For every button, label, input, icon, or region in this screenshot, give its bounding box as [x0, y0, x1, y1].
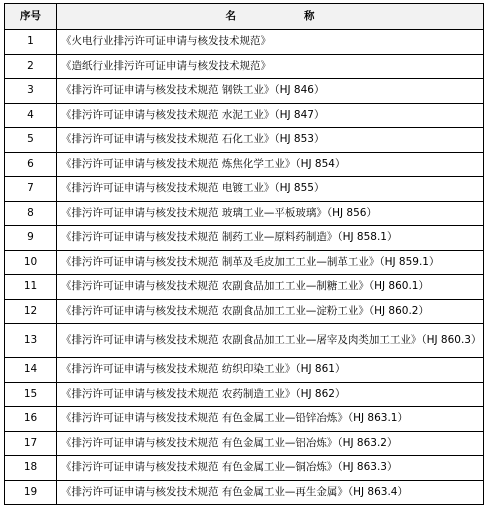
table-row: [5, 324, 484, 358]
row-number: 15: [5, 382, 57, 407]
row-number: 7: [5, 177, 57, 202]
row-standard-name: 《排污许可证申请与核发技术规范 石化工业》（HJ 853）: [57, 128, 484, 153]
table-row: [5, 456, 484, 481]
row-number: 4: [5, 103, 57, 128]
row-standard-name: 《排污许可证申请与核发技术规范 农药制造工业》（HJ 862）: [57, 382, 484, 407]
table-row: [5, 431, 484, 456]
row-standard-name: 《火电行业排污许可证申请与核发技术规范》: [57, 30, 484, 55]
row-standard-name: 《排污许可证申请与核发技术规范 水泥工业》（HJ 847）: [57, 103, 484, 128]
header-name-char-1: 名: [225, 10, 236, 22]
header-row: [5, 4, 484, 30]
table-row: [5, 79, 484, 104]
row-number: 16: [5, 407, 57, 432]
row-number: 9: [5, 226, 57, 251]
row-number: 11: [5, 275, 57, 300]
row-standard-name: 《排污许可证申请与核发技术规范 制药工业—原料药制造》（HJ 858.1）: [57, 226, 484, 251]
row-standard-name: 《排污许可证申请与核发技术规范 有色金属工业—铝冶炼》（HJ 863.2）: [57, 431, 484, 456]
table-header: [5, 4, 484, 30]
row-standard-name: 《排污许可证申请与核发技术规范 农副食品加工工业—制糖工业》（HJ 860.1）: [57, 275, 484, 300]
table-row: [5, 152, 484, 177]
row-number: 2: [5, 54, 57, 79]
row-number: 14: [5, 358, 57, 383]
table-body: [5, 30, 484, 505]
header-serial-number: 序号: [5, 4, 57, 30]
row-number: 12: [5, 299, 57, 324]
table-row: [5, 480, 484, 505]
row-standard-name: 《排污许可证申请与核发技术规范 农副食品加工工业—淀粉工业》（HJ 860.2）: [57, 299, 484, 324]
table-row: [5, 30, 484, 55]
row-standard-name: 《排污许可证申请与核发技术规范 农副食品加工工业—屠宰及肉类加工工业》（HJ 860.3）: [57, 324, 484, 358]
row-standard-name: 《排污许可证申请与核发技术规范 电镀工业》（HJ 855）: [57, 177, 484, 202]
row-number: 6: [5, 152, 57, 177]
table-row: [5, 103, 484, 128]
header-name: [57, 4, 484, 30]
row-standard-name: 《排污许可证申请与核发技术规范 制革及毛皮加工工业—制革工业》（HJ 859.1）: [57, 250, 484, 275]
row-standard-name: 《排污许可证申请与核发技术规范 钢铁工业》（HJ 846）: [57, 79, 484, 104]
row-number: 5: [5, 128, 57, 153]
row-standard-name: 《造纸行业排污许可证申请与核发技术规范》: [57, 54, 484, 79]
row-standard-name: 《排污许可证申请与核发技术规范 有色金属工业—铜冶炼》（HJ 863.3）: [57, 456, 484, 481]
row-standard-name: 《排污许可证申请与核发技术规范 纺织印染工业》（HJ 861）: [57, 358, 484, 383]
table-row: [5, 226, 484, 251]
table-row: [5, 382, 484, 407]
table-row: [5, 250, 484, 275]
table-row: [5, 407, 484, 432]
table-row: [5, 177, 484, 202]
standards-table-container: [4, 3, 484, 505]
row-number: 13: [5, 324, 57, 358]
row-standard-name: 《排污许可证申请与核发技术规范 玻璃工业—平板玻璃》（HJ 856）: [57, 201, 484, 226]
table-row: [5, 358, 484, 383]
table-row: [5, 275, 484, 300]
table-row: [5, 128, 484, 153]
row-standard-name: 《排污许可证申请与核发技术规范 炼焦化学工业》（HJ 854）: [57, 152, 484, 177]
table-row: [5, 299, 484, 324]
row-number: 3: [5, 79, 57, 104]
row-number: 1: [5, 30, 57, 55]
row-number: 17: [5, 431, 57, 456]
header-name-char-2: 称: [304, 10, 315, 22]
row-number: 10: [5, 250, 57, 275]
table-row: [5, 201, 484, 226]
row-number: 18: [5, 456, 57, 481]
row-standard-name: 《排污许可证申请与核发技术规范 有色金属工业—再生金属》（HJ 863.4）: [57, 480, 484, 505]
row-standard-name: 《排污许可证申请与核发技术规范 有色金属工业—铅锌冶炼》（HJ 863.1）: [57, 407, 484, 432]
row-number: 8: [5, 201, 57, 226]
table-row: [5, 54, 484, 79]
standards-table: [4, 3, 484, 505]
row-number: 19: [5, 480, 57, 505]
